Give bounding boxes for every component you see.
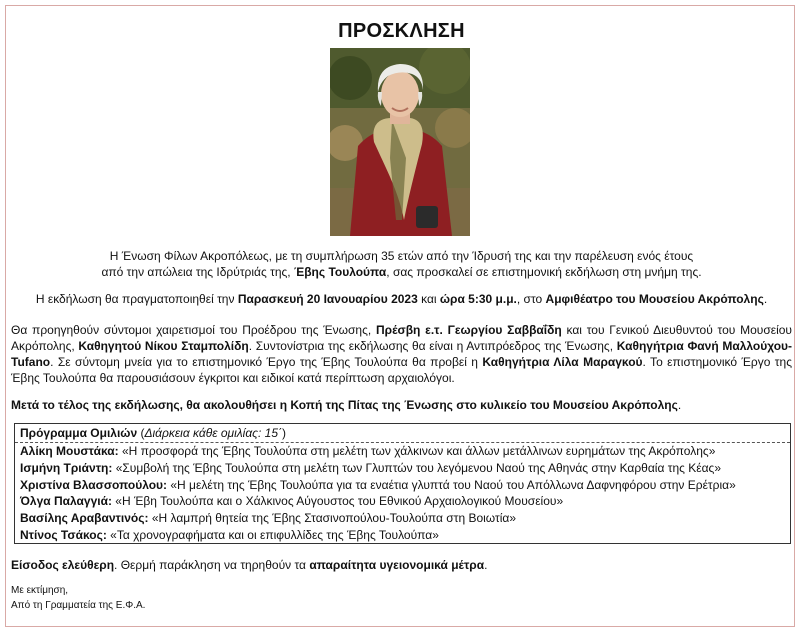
signoff-line-2: Από τη Γραμματεία της Ε.Φ.Α.	[11, 600, 146, 611]
greetings-text: . Σε σύντομη μνεία για το επιστημονικό Έργο της Έβης Τουλούπα θα προβεί η	[50, 355, 483, 369]
talk-speaker: Βασίλης Αραβαντινός:	[20, 511, 149, 526]
program-paren: )	[282, 426, 287, 440]
program-title: Πρόγραμμα Ομιλιών	[20, 426, 138, 440]
event-time: ώρα 5:30 μ.μ.	[439, 292, 517, 306]
portrait-image	[330, 48, 470, 236]
intro-paragraph	[11, 248, 792, 280]
talk-speaker: Χριστίνα Βλασσοπούλου:	[20, 477, 168, 492]
event-date: Παρασκευή 20 Ιανουαρίου 2023	[237, 292, 418, 306]
greetings-text: Θα προηγηθούν σύντομοι χαιρετισμοί του Προέδρου της Ένωσης,	[11, 323, 376, 337]
entry-note	[11, 557, 792, 573]
talk-topic: «Η μελέτη της Έβης Τουλούπα για τα εναέτια γλυπτά του Ναού του Απόλλωνα Δαφνηφόρου στην Ερέτρια»	[167, 477, 736, 492]
free-entry: Είσοδος ελεύθερη	[11, 558, 115, 572]
event-text: και	[417, 292, 440, 306]
event-text: , στο	[516, 292, 546, 306]
talks-program	[14, 423, 791, 544]
talk-topic: «Η προσφορά της Έβης Τουλούπα στη μελέτη των χάλκινων και άλλων μετάλλινων ευρημάτων της Ακρόπολης»	[118, 444, 716, 458]
duration-label: Διάρκεια κάθε ομιλίας:	[144, 426, 265, 440]
talk-speaker: Αλίκη Μουστάκα:	[20, 444, 119, 458]
founder-name: Έβης Τουλούπα	[293, 265, 387, 279]
greetings-text: και του Γενικού Διευθυντού του Μουσείου Ακρόπολης,	[11, 323, 792, 353]
talk-item	[15, 493, 790, 510]
talk-speaker: Όλγα Παλαγγιά:	[20, 494, 112, 509]
cake-cutting-end: .	[677, 398, 682, 412]
cake-cutting-text: Μετά το τέλος της εκδήλωσης, θα ακολουθήσει η Κοπή της Πίτας της Ένωσης στο κυλικείο του Μουσείου Ακρόπολης	[11, 398, 678, 412]
entry-text: . Θερμή παράκληση να τηρηθούν τα	[114, 558, 310, 572]
intro-line-2	[11, 264, 792, 280]
talk-speaker: Ισμήνη Τριάντη:	[20, 460, 113, 475]
duration-value: 15΄	[264, 426, 283, 440]
talk-item	[15, 477, 790, 494]
intro-line-1: Η Ένωση Φίλων Ακροπόλεως, με τη συμπλήρωση 35 ετών από την Ίδρυσή της και την παρέλευση ενός έτους	[109, 249, 694, 263]
greetings-text: . Το επιστημονικό Έργο της Έβης Τουλούπα θα παρουσιάσουν έγκριτοι και ειδικοί κατά περίπτωση αρχαιολόγοι.	[11, 355, 792, 385]
greetings-paragraph	[11, 322, 792, 386]
intro-text: , σας προσκαλεί σε επιστημονική εκδήλωση στη μνήμη της.	[386, 265, 702, 279]
greetings-text: . Συντονίστρια της εκδήλωσης θα είναι η Αντιπρόεδρος της Ένωσης,	[248, 339, 617, 353]
speaker-maragkou-name: Καθηγήτρια Λίλα Μαραγκού	[482, 355, 643, 369]
intro-text: από την απώλεια της Ιδρύτριάς της,	[101, 265, 294, 279]
signoff-line-1: Με εκτίμηση,	[11, 585, 69, 596]
talk-item	[15, 527, 790, 544]
coordinator-name: Καθηγήτρια Φανή Μαλλούχου-Tufano	[11, 339, 793, 369]
talk-item	[15, 443, 790, 460]
talk-item	[15, 460, 790, 477]
president-name: Πρέσβη ε.τ. Γεωργίου Σαββαΐδη	[376, 323, 562, 337]
page-title: ΠΡΟΣΚΛΗΣΗ	[338, 20, 465, 42]
portrait-photo	[330, 48, 470, 236]
program-paren: (	[137, 426, 145, 440]
talk-topic: «Τα χρονογραφήματα και οι επιφυλλίδες της Έβης Τουλούπα»	[106, 527, 439, 542]
talk-topic: «Η λαμπρή θητεία της Έβης Στασινοπούλου-Τουλούπα στη Βοιωτία»	[148, 511, 517, 526]
cake-cutting-note	[11, 397, 792, 413]
talk-topic: «Συμβολή της Έβης Τουλούπα στη μελέτη των Γλυπτών του λεγόμενου Ναού της Αθηνάς στην Καρθαία της Κέας»	[112, 460, 722, 475]
signoff	[11, 583, 145, 613]
talk-topic: «Η Έβη Τουλούπα και ο Χάλκινος Αύγουστος του Εθνικού Αρχαιολογικού Μουσείου»	[111, 494, 564, 509]
event-venue: Αμφιθέατρο του Μουσείου Ακρόπολης	[545, 292, 764, 306]
program-heading	[15, 424, 790, 443]
director-name: Καθηγητού Νίκου Σταμπολίδη	[78, 339, 249, 353]
event-details	[11, 291, 792, 307]
health-measures: απαραίτητα υγειονομικά μέτρα	[309, 558, 485, 572]
talk-item	[15, 510, 790, 527]
talk-speaker: Ντίνος Τσάκος:	[20, 527, 107, 542]
entry-text: .	[484, 558, 488, 572]
event-text: Η εκδήλωση θα πραγματοποιηθεί την	[35, 292, 238, 306]
event-text: .	[763, 292, 768, 306]
